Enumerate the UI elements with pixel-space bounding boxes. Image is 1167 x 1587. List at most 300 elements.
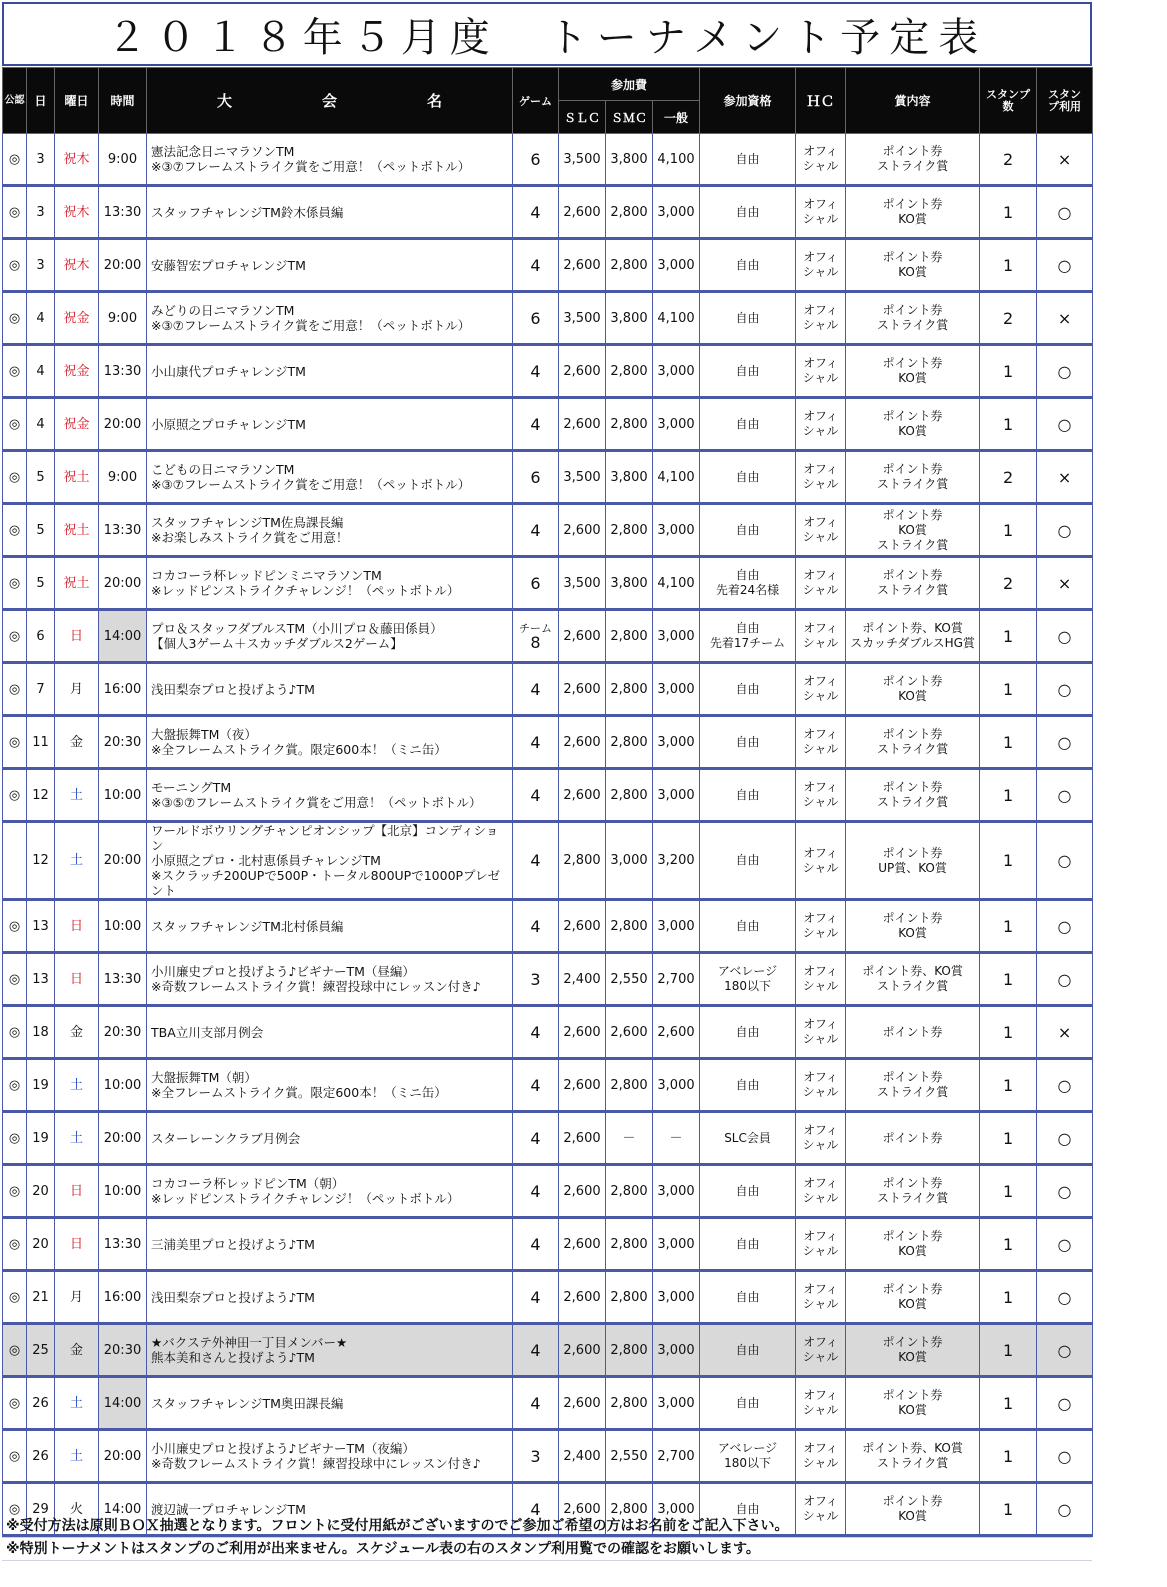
stamp-count: 2 — [1002, 467, 1014, 487]
fee-general-text: 3,000 — [657, 918, 695, 934]
eligibility-cell — [700, 1430, 796, 1483]
official-mark-text: ◎ — [8, 257, 21, 273]
games-cell — [513, 1006, 559, 1059]
weekday-cell — [55, 1218, 99, 1271]
prize-line-2: KO賞 — [898, 371, 927, 385]
hc-cell — [796, 1112, 846, 1165]
day-cell — [27, 663, 55, 716]
day-text: 5 — [36, 522, 45, 538]
tournament-name: スタッフチャレンジTM鈴木係員編 — [151, 204, 344, 220]
eligibility-cell — [700, 345, 796, 398]
stamp-count-cell — [980, 1271, 1037, 1324]
stamp-count: 1 — [1002, 732, 1014, 752]
fee-general — [653, 134, 700, 186]
hc-cell — [796, 1006, 846, 1059]
weekday-cell — [55, 1059, 99, 1112]
fee-smc — [606, 292, 653, 345]
time-text: 10:00 — [103, 1183, 142, 1199]
fee-slc-text: 3,500 — [563, 575, 601, 591]
official-mark — [3, 134, 27, 186]
games-cell — [513, 134, 559, 186]
fee-smc-text: 3,800 — [610, 469, 648, 485]
eligibility-cell — [700, 398, 796, 451]
stamp-count: 1 — [1002, 1075, 1014, 1095]
fee-smc-text: 2,800 — [610, 1501, 648, 1517]
time-cell — [99, 1218, 147, 1271]
prize-line-1: ポイント券 — [882, 1229, 943, 1243]
stamp-count-cell — [980, 398, 1037, 451]
fee-general-text: 4,100 — [657, 575, 695, 591]
stamp-use-cell — [1037, 1112, 1093, 1165]
hc-line-2: シャル — [802, 1350, 839, 1364]
fee-smc-text: 2,800 — [610, 522, 648, 538]
stamp-count: 1 — [1002, 1287, 1014, 1307]
tournament-name: コカコーラ杯レッドピンTM（朝） — [151, 1176, 345, 1191]
fee-slc-text: 2,600 — [563, 416, 601, 432]
fee-smc — [606, 716, 653, 769]
tournament-name-cell — [147, 345, 513, 398]
stamp-count-cell — [980, 769, 1037, 822]
prize-line-1: ポイント券 — [882, 727, 943, 741]
stamp-count: 1 — [1002, 1499, 1014, 1519]
fee-slc-text: 2,400 — [563, 1448, 601, 1464]
official-mark-text: ◎ — [8, 1183, 21, 1199]
weekday-cell — [55, 953, 99, 1006]
official-mark-text: ◎ — [8, 628, 21, 644]
hc-cell — [796, 1165, 846, 1218]
tournament-note: ※③⑦フレームストライク賞をご用意！（ペットボトル） — [151, 159, 471, 174]
fee-smc-text: － — [622, 1130, 636, 1146]
prize-cell — [846, 663, 980, 716]
stamp-use-cell — [1037, 663, 1093, 716]
fee-general — [653, 398, 700, 451]
fee-general-text: 3,000 — [657, 363, 695, 379]
table-row — [3, 610, 1093, 663]
prize-cell — [846, 1218, 980, 1271]
stamp-use-mark: × — [1057, 149, 1072, 169]
official-mark — [3, 1324, 27, 1377]
official-mark-text: ◎ — [8, 204, 21, 220]
header-fee-general: 一般 — [653, 101, 700, 134]
day-cell — [27, 610, 55, 663]
tournament-name: 小山康代プロチャレンジTM — [151, 363, 306, 379]
tournament-note-extra: ※スクラッチ200UPで500P・トータル800UPで1000Pプレゼント — [151, 868, 501, 898]
prize-cell — [846, 1271, 980, 1324]
prize-line-1: ポイント券 — [882, 911, 943, 925]
fee-slc-text: 3,500 — [563, 151, 601, 167]
table-row — [3, 1430, 1093, 1483]
prize-line-1: ポイント券、KO賞 — [862, 1441, 963, 1455]
prize-line-1: ポイント券 — [882, 568, 943, 582]
time-text: 13:30 — [103, 204, 142, 220]
official-mark — [3, 769, 27, 822]
table-row — [3, 239, 1093, 292]
hc-line-1: オフィ — [803, 462, 838, 476]
prize-line-2: ストライク賞 — [876, 583, 949, 597]
header-games: ゲーム — [513, 68, 559, 134]
prize-line-2: ストライク賞 — [876, 318, 949, 332]
fee-general-text: 3,000 — [657, 1342, 695, 1358]
table-row — [3, 398, 1093, 451]
tournament-name-cell — [147, 1377, 513, 1430]
day-cell — [27, 239, 55, 292]
fee-slc — [559, 186, 606, 239]
hc-line-2: シャル — [802, 1509, 839, 1523]
official-mark-text: ◎ — [8, 918, 21, 934]
note-stamp: ※特別トーナメントはスタンプのご利用が出来ません。スケジュール表の右のスタンプ利用覧での確認をお願いします。 — [2, 1538, 1092, 1561]
time-cell — [99, 900, 147, 953]
tournament-name-cell — [147, 186, 513, 239]
header-prize: 賞内容 — [846, 68, 980, 134]
tournament-name-cell — [147, 1430, 513, 1483]
hc-line-2: シャル — [802, 1456, 839, 1470]
prize-line-2: KO賞 — [898, 926, 927, 940]
weekday-cell — [55, 451, 99, 504]
day-text: 4 — [36, 310, 45, 326]
fee-general — [653, 1112, 700, 1165]
stamp-use-cell — [1037, 451, 1093, 504]
eligibility-text: 自由 — [735, 568, 760, 582]
day-cell — [27, 1377, 55, 1430]
hc-line-2: シャル — [802, 265, 839, 279]
time-cell — [99, 1059, 147, 1112]
fee-slc — [559, 1006, 606, 1059]
fee-smc-text: 2,800 — [610, 416, 648, 432]
games-cell — [513, 1430, 559, 1483]
prize-cell — [846, 1059, 980, 1112]
note-reception: ※受付方法は原則ＢＯＸ抽選となります。フロントに受付用紙がございますのでご参加ご希望の方はお名前をご記入下さい。 — [2, 1515, 1092, 1538]
fee-slc — [559, 953, 606, 1006]
day-cell — [27, 1165, 55, 1218]
games-count: 6 — [530, 149, 541, 169]
day-text: 11 — [32, 734, 49, 750]
weekday-cell — [55, 345, 99, 398]
fee-slc — [559, 134, 606, 186]
tournament-name: 小原照之プロチャレンジTM — [151, 416, 306, 432]
day-cell — [27, 398, 55, 451]
stamp-count-cell — [980, 1377, 1037, 1430]
eligibility-cell — [700, 504, 796, 557]
weekday-cell — [55, 186, 99, 239]
hc-cell — [796, 1377, 846, 1430]
fee-general — [653, 345, 700, 398]
stamp-count-cell — [980, 1218, 1037, 1271]
stamp-use-cell — [1037, 1006, 1093, 1059]
time-text: 14:00 — [103, 628, 142, 644]
eligibility-cell — [700, 451, 796, 504]
day-text: 25 — [32, 1342, 49, 1358]
stamp-use-cell — [1037, 1218, 1093, 1271]
stamp-use-cell — [1037, 1324, 1093, 1377]
time-cell — [99, 451, 147, 504]
tournament-name-cell — [147, 1059, 513, 1112]
time-cell — [99, 134, 147, 186]
fee-slc — [559, 345, 606, 398]
fee-smc-text: 2,550 — [610, 971, 648, 987]
games-cell — [513, 1165, 559, 1218]
day-cell — [27, 1112, 55, 1165]
fee-smc-text: 2,800 — [610, 681, 648, 697]
official-mark-text: ◎ — [8, 310, 21, 326]
stamp-count: 1 — [1002, 361, 1014, 381]
weekday-cell — [55, 663, 99, 716]
stamp-count-cell — [980, 1165, 1037, 1218]
tournament-name-cell — [147, 134, 513, 186]
eligibility-text: 自由 — [735, 853, 760, 867]
fee-smc — [606, 186, 653, 239]
games-cell — [513, 1324, 559, 1377]
games-count: 4 — [530, 202, 541, 222]
games-count: 3 — [530, 969, 541, 989]
games-cell — [513, 239, 559, 292]
fee-smc — [606, 504, 653, 557]
table-row — [3, 1218, 1093, 1271]
stamp-use-cell — [1037, 345, 1093, 398]
fee-smc — [606, 134, 653, 186]
hc-line-1: オフィ — [803, 250, 838, 264]
stamp-use-mark: ○ — [1057, 1181, 1072, 1201]
hc-cell — [796, 822, 846, 900]
stamp-use-cell — [1037, 822, 1093, 900]
table-row — [3, 292, 1093, 345]
prize-line-2: KO賞 — [898, 522, 927, 537]
prize-line-2: ストライク賞 — [876, 742, 949, 756]
fee-slc-text: 2,600 — [563, 1501, 601, 1517]
games-cell — [513, 953, 559, 1006]
weekday-text: 火 — [69, 1501, 83, 1517]
fee-general-text: 2,700 — [657, 971, 695, 987]
table-row — [3, 557, 1093, 610]
eligibility-text: アベレージ — [717, 964, 778, 978]
fee-slc — [559, 1430, 606, 1483]
prize-line-1: ポイント券 — [882, 1335, 943, 1349]
table-row — [3, 953, 1093, 1006]
stamp-count: 1 — [1002, 785, 1014, 805]
eligibility-text: アベレージ — [717, 1441, 778, 1455]
fee-slc-text: 3,500 — [563, 310, 601, 326]
stamp-count-cell — [980, 239, 1037, 292]
stamp-use-mark: ○ — [1057, 1075, 1072, 1095]
eligibility-cell — [700, 900, 796, 953]
fee-smc — [606, 663, 653, 716]
tournament-name: スタッフチャレンジTM北村係員編 — [151, 918, 344, 934]
official-mark — [3, 557, 27, 610]
fee-slc-text: 2,600 — [563, 1289, 601, 1305]
fee-general-text: 3,000 — [657, 787, 695, 803]
weekday-cell — [55, 292, 99, 345]
weekday-text: 月 — [69, 1289, 83, 1305]
official-mark-text: ◎ — [8, 734, 21, 750]
games-cell — [513, 1218, 559, 1271]
tournament-name: 憲法記念日ニマラソンTM — [151, 144, 295, 159]
official-mark — [3, 822, 27, 900]
time-text: 20:00 — [103, 575, 142, 591]
hc-cell — [796, 1218, 846, 1271]
fee-general-text: 4,100 — [657, 469, 695, 485]
fee-slc — [559, 1324, 606, 1377]
games-cell — [513, 1059, 559, 1112]
hc-line-1: オフィ — [803, 1388, 838, 1402]
eligibility-cell — [700, 953, 796, 1006]
weekday-text: 祝木 — [63, 151, 90, 167]
eligibility-text: 自由 — [735, 734, 760, 749]
day-cell — [27, 1324, 55, 1377]
games-cell — [513, 822, 559, 900]
eligibility-cell — [700, 1059, 796, 1112]
prize-cell — [846, 1112, 980, 1165]
stamp-count: 1 — [1002, 202, 1014, 222]
official-mark — [3, 1218, 27, 1271]
official-mark — [3, 504, 27, 557]
stamp-count-cell — [980, 1430, 1037, 1483]
stamp-count: 1 — [1002, 1393, 1014, 1413]
eligibility-text: 自由 — [735, 1289, 760, 1304]
stamp-use-mark: × — [1057, 308, 1072, 328]
eligibility-text: 自由 — [735, 1342, 760, 1357]
weekday-cell — [55, 1377, 99, 1430]
day-text: 3 — [36, 151, 45, 167]
fee-smc — [606, 769, 653, 822]
hc-line-2: シャル — [802, 1032, 839, 1046]
prize-cell — [846, 186, 980, 239]
hc-line-1: オフィ — [803, 674, 838, 688]
prize-line-1: ポイント券 — [882, 250, 943, 264]
prize-line-3: ストライク賞 — [876, 537, 949, 552]
weekday-cell — [55, 610, 99, 663]
weekday-text: 日 — [69, 971, 83, 987]
weekday-text: 土 — [69, 853, 83, 868]
prize-line-1: ポイント券 — [882, 780, 943, 794]
hc-cell — [796, 1059, 846, 1112]
tournament-name-cell — [147, 769, 513, 822]
stamp-use-mark: ○ — [1057, 1446, 1072, 1466]
prize-line-1: ポイント券 — [882, 1130, 943, 1145]
prize-line-1: ポイント券 — [882, 1176, 943, 1190]
fee-slc-text: 2,600 — [563, 1342, 601, 1358]
official-mark-text: ◎ — [8, 363, 21, 379]
games-count: 4 — [530, 1022, 541, 1042]
hc-line-2: シャル — [802, 530, 839, 544]
day-cell — [27, 134, 55, 186]
games-count: 4 — [530, 414, 541, 434]
weekday-text: 祝木 — [63, 257, 90, 273]
prize-line-1: ポイント券 — [882, 1282, 943, 1296]
prize-line-2: KO賞 — [898, 1403, 927, 1417]
eligibility-text: 自由 — [735, 1077, 760, 1092]
prize-cell — [846, 953, 980, 1006]
day-text: 26 — [32, 1395, 49, 1411]
tournament-name: 渡辺誠一プロチャレンジTM — [151, 1501, 306, 1517]
prize-line-1: ポイント券 — [882, 1388, 943, 1402]
fee-slc-text: 2,600 — [563, 1077, 601, 1093]
official-mark — [3, 716, 27, 769]
eligibility-cell — [700, 663, 796, 716]
hc-line-1: オフィ — [803, 144, 838, 158]
tournament-name: TBA立川支部月例会 — [151, 1024, 264, 1040]
tournament-name: 浅田梨奈プロと投げよう♪TM — [151, 681, 315, 697]
prize-line-2: ストライク賞 — [876, 1456, 949, 1470]
stamp-count: 1 — [1002, 916, 1014, 936]
time-text: 13:30 — [103, 363, 142, 379]
tournament-note: ※③⑦フレームストライク賞をご用意！（ペットボトル） — [151, 318, 471, 333]
fee-general — [653, 1271, 700, 1324]
hc-line-2: シャル — [802, 1138, 839, 1152]
hc-line-1: オフィ — [803, 1441, 838, 1455]
eligibility-text: 自由 — [735, 310, 760, 325]
stamp-use-cell — [1037, 1059, 1093, 1112]
eligibility-cell — [700, 1377, 796, 1430]
time-cell — [99, 769, 147, 822]
stamp-use-mark: ○ — [1057, 202, 1072, 222]
prize-cell — [846, 504, 980, 557]
prize-line-2: ストライク賞 — [876, 477, 949, 491]
prize-line-1: ポイント券 — [882, 356, 943, 370]
stamp-use-mark: ○ — [1057, 1393, 1072, 1413]
weekday-cell — [55, 1112, 99, 1165]
tournament-name: こどもの日ニマラソンTM — [151, 462, 295, 477]
header-stamp-use: スタンプ利用 — [1037, 68, 1093, 134]
tournament-name: モーニングTM — [151, 780, 232, 795]
fee-slc-text: 2,600 — [563, 257, 601, 273]
stamp-count: 1 — [1002, 255, 1014, 275]
hc-cell — [796, 398, 846, 451]
time-cell — [99, 1165, 147, 1218]
weekday-text: 祝金 — [63, 416, 90, 432]
stamp-count: 1 — [1002, 679, 1014, 699]
stamp-count-cell — [980, 1112, 1037, 1165]
weekday-text: 祝金 — [63, 310, 90, 326]
fee-slc-text: 2,600 — [563, 1183, 601, 1199]
hc-line-2: シャル — [802, 1403, 839, 1417]
fee-general-text: 3,000 — [657, 734, 695, 750]
fee-slc — [559, 1271, 606, 1324]
official-mark-text: ◎ — [8, 971, 21, 987]
fee-general-text: 3,000 — [657, 1077, 695, 1093]
fee-smc-text: 3,800 — [610, 151, 648, 167]
prize-cell — [846, 451, 980, 504]
hc-cell — [796, 186, 846, 239]
time-cell — [99, 186, 147, 239]
hc-line-1: オフィ — [803, 621, 838, 635]
fee-smc-text: 2,800 — [610, 734, 648, 750]
eligibility-detail: 180以下 — [724, 1456, 771, 1470]
fee-smc-text: 2,800 — [610, 1183, 648, 1199]
eligibility-text: 自由 — [735, 1395, 760, 1410]
fee-general — [653, 716, 700, 769]
fee-general-text: － — [669, 1130, 683, 1146]
weekday-text: 祝木 — [63, 204, 90, 220]
time-cell — [99, 345, 147, 398]
header-time: 時間 — [99, 68, 147, 134]
eligibility-text: 自由 — [735, 416, 760, 431]
games-count: 4 — [530, 679, 541, 699]
official-mark — [3, 610, 27, 663]
hc-line-1: オフィ — [803, 1123, 838, 1137]
table-row — [3, 1324, 1093, 1377]
day-cell — [27, 716, 55, 769]
time-text: 20:00 — [103, 853, 142, 868]
hc-line-2: シャル — [802, 371, 839, 385]
weekday-text: 土 — [69, 787, 83, 803]
day-text: 4 — [36, 416, 45, 432]
prize-line-2: KO賞 — [898, 212, 927, 226]
table-row — [3, 1059, 1093, 1112]
fee-general — [653, 1377, 700, 1430]
fee-smc-text: 2,800 — [610, 1342, 648, 1358]
fee-general — [653, 557, 700, 610]
hc-line-2: シャル — [802, 1297, 839, 1311]
fee-smc — [606, 822, 653, 900]
